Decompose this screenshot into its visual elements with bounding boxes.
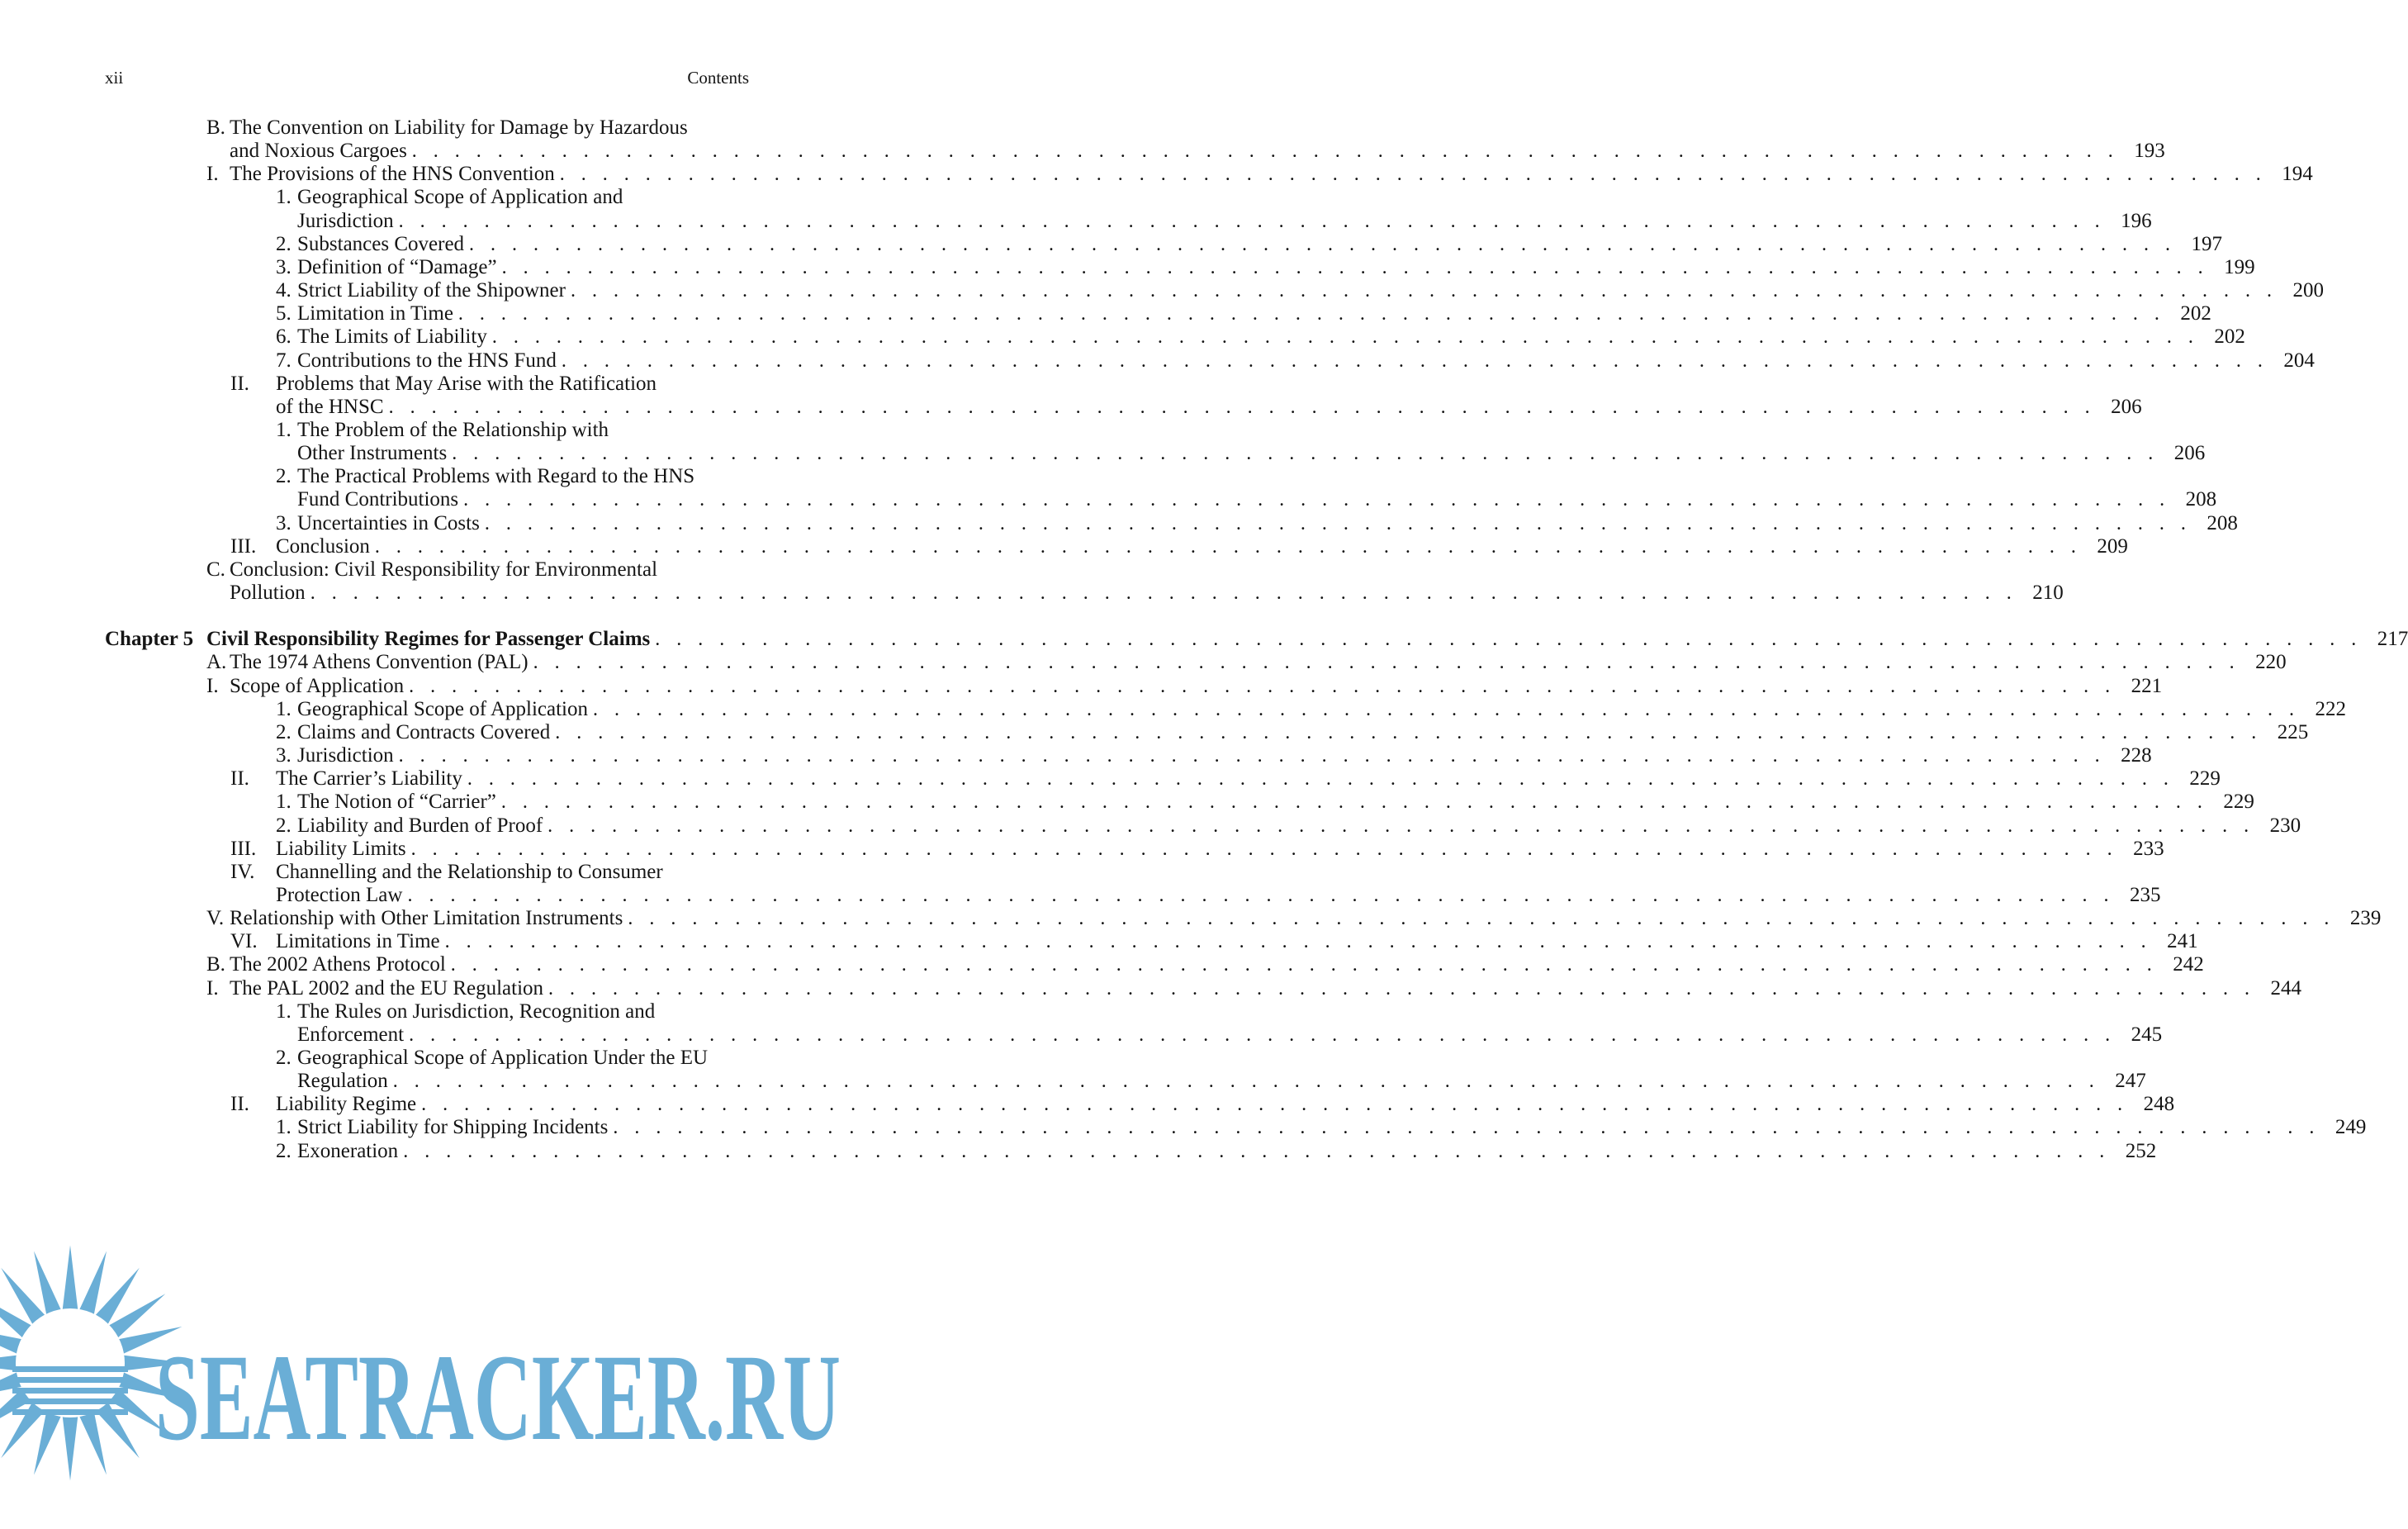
toc-entry-title: Jurisdiction [297,744,394,767]
toc-entry-number: I. [206,674,219,697]
dot-leader: . . . . . . . . . . . . . . . . . . . . . . . . . . . . . . . . . . . . . . . . . . . . . . . . . . . . . . . . . . . . . . . . . . . . . . . . . . . . . . . . [555,721,2263,743]
toc-entry-title: Limitation in Time [297,302,453,325]
toc-entry-title: Uncertainties in Costs [297,511,480,534]
toc-entry-title: Liability Regime [276,1093,417,1116]
toc-entry-title: The Practical Problems with Regard to the HNS [297,465,695,488]
dot-leader: . . . . . . . . . . . . . . . . . . . . . . . . . . . . . . . . . . . . . . . . . . . . . . . . . . . . . . . . . . . . . . . . . . . . . . . . . . . . . . . . [388,396,2096,418]
toc-entry-title: The 1974 Athens Convention (PAL) [230,651,529,674]
toc-entry-title: Geographical Scope of Application [297,697,588,720]
toc-entry-title: Limitations in Time [276,930,440,953]
toc-entry-title: Other Instruments [297,442,448,465]
dot-leader: . . . . . . . . . . . . . . . . . . . . . . . . . . . . . . . . . . . . . . . . . . . . . . . . . . . . . . . . . . . . . . . . . . . . . . . . . . . . . . . . [409,675,2116,697]
dot-leader: . . . . . . . . . . . . . . . . . . . . . . . . . . . . . . . . . . . . . . . . . . . . . . . . . . . . . . . . . . . . . . . . . . . . . . . . . . . . . . . . [463,489,2171,511]
toc-entry-number: B. [206,116,225,139]
toc-entry-number: 3. [276,511,292,534]
dot-leader: . . . . . . . . . . . . . . . . . . . . . . . . . . . . . . . . . . . . . . . . . . . . . . . . . . . . . . . . . . . . . . . . . . . . . . . . . . . . . . . . [467,768,2174,791]
toc-page-number: 244 [2270,976,2302,1000]
toc-entry-title: Enforcement [297,1023,405,1046]
toc-entry-number: 1. [276,1116,292,1139]
toc-entry-title: The Carrier’s Liability [276,767,462,791]
toc-entry-number: B. [206,953,225,976]
toc-page-number: 217 [2377,628,2408,651]
toc-entry-number: III. [230,534,257,558]
toc-entry-number: I. [206,163,219,186]
toc-entry-title: Claims and Contracts Covered [297,720,551,743]
dot-leader: . . . . . . . . . . . . . . . . . . . . . . . . . . . . . . . . . . . . . . . . . . . . . . . . . . . . . . . . . . . . . . . . . . . . . . . . . . . . . . . . [411,140,2119,163]
toc-entry-title: Geographical Scope of Application Under the EU [297,1047,709,1069]
toc-page-number: 206 [2173,442,2206,465]
dot-leader: . . . . . . . . . . . . . . . . . . . . . . . . . . . . . . . . . . . . . . . . . . . . . . . . . . . . . . . . . . . . . . . . . . . . . . . . . . . . . . . . [457,303,2165,325]
dot-leader: . . . . . . . . . . . . . . . . . . . . . . . . . . . . . . . . . . . . . . . . . . . . . . . . . . . . . . . . . . . . . . . . . . . . . . . . . . . . . . . . [398,745,2106,767]
toc-entry-number: 7. [276,349,292,372]
toc-page-number: 252 [2125,1139,2157,1162]
dot-leader: . . . . . . . . . . . . . . . . . . . . . . . . . . . . . . . . . . . . . . . . . . . . . . . . . . . . . . . . . . . . . . . . . . . . . . . . . . . . . . . . [403,1140,2111,1162]
toc-entry-number: 4. [276,279,292,302]
toc-entry-title: Liability and Burden of Proof [297,814,543,837]
dot-leader: . . . . . . . . . . . . . . . . . . . . . . . . . . . . . . . . . . . . . . . . . . . . . . . . . . . . . . . . . . . . . . . . . . . . . . . . . . . . . . . . [500,791,2208,814]
toc-entry-title: Liability Limits [276,837,406,860]
toc-entry-number: 6. [276,325,292,349]
toc-entry-number: 1. [276,418,292,441]
toc-entry-number: IV. [230,860,255,883]
toc-page-number: 242 [2173,953,2204,976]
toc-entry-number: 5. [276,302,292,325]
toc-entry-title: The Provisions of the HNS Convention [230,163,555,186]
toc-entry-number: C. [206,558,225,581]
toc-page-number: 194 [2282,163,2313,186]
toc-entry-title: Regulation [297,1070,388,1093]
toc-page-number: 210 [2032,582,2064,604]
toc-entry-title: Problems that May Arise with the Ratification [276,372,657,395]
dot-leader: . . . . . . . . . . . . . . . . . . . . . . . . . . . . . . . . . . . . . . . . . . . . . . . . . . . . . . . . . . . . . . . . . . . . . . . . . . . . . . . . [452,443,2159,465]
toc-entry-number: III. [230,837,257,860]
toc-entry-title: Pollution [230,582,306,604]
chapter-label: Chapter 5 [105,628,194,651]
toc-entry-number: 3. [276,744,292,767]
dot-leader: . . . . . . . . . . . . . . . . . . . . . . . . . . . . . . . . . . . . . . . . . . . . . . . . . . . . . . . . . . . . . . . . . . . . . . . . . . . . . . . . [450,954,2158,976]
toc-entry-number: I. [206,976,219,1000]
toc-entry-title: Geographical Scope of Application and [297,186,623,209]
toc-entry-title: The 2002 Athens Protocol [230,953,446,976]
toc-page-number: 197 [2191,232,2223,255]
dot-leader: . . . . . . . . . . . . . . . . . . . . . . . . . . . . . . . . . . . . . . . . . . . . . . . . . . . . . . . . . . . . . . . . . . . . . . . . . . . . . . . . [501,256,2209,278]
dot-leader: . . . . . . . . . . . . . . . . . . . . . . . . . . . . . . . . . . . . . . . . . . . . . . . . . . . . . . . . . . . . . . . . . . . . . . . . . . . . . . . . [469,233,2177,255]
toc-entry-title: Strict Liability of the Shipowner [297,279,566,302]
toc-page-number: 208 [2185,488,2217,511]
dot-leader: . . . . . . . . . . . . . . . . . . . . . . . . . . . . . . . . . . . . . . . . . . . . . . . . . . . . . . . . . . . . . . . . . . . . . . . . . . . . . . . . [548,977,2256,1000]
toc-entry-title: Civil Responsibility Regimes for Passenger Claims [206,628,651,651]
toc-entry-number: 1. [276,791,292,814]
toc-page-number: 248 [2143,1093,2175,1116]
dot-leader: . . . . . . . . . . . . . . . . . . . . . . . . . . . . . . . . . . . . . . . . . . . . . . . . . . . . . . . . . . . . . . . . . . . . . . . . . . . . . . . . [407,884,2115,906]
toc-page-number: 208 [2207,511,2238,534]
dot-leader: . . . . . . . . . . . . . . . . . . . . . . . . . . . . . . . . . . . . . . . . . . . . . . . . . . . . . . . . . . . . . . . . . . . . . . . . . . . . . . . . [533,652,2240,674]
toc-page-number: 230 [2269,814,2301,837]
toc-page-number: 202 [2214,325,2245,349]
toc-entry-number: VI. [230,930,258,953]
toc-page-number: 249 [2335,1116,2367,1139]
toc-entry-title: of the HNSC [276,395,384,418]
toc-entry-number: 2. [276,720,292,743]
dot-leader: . . . . . . . . . . . . . . . . . . . . . . . . . . . . . . . . . . . . . . . . . . . . . . . . . . . . . . . . . . . . . . . . . . . . . . . . . . . . . . . . [655,629,2363,651]
toc-entry-number: II. [230,767,249,791]
toc-page-number: 221 [2131,674,2163,697]
toc-page-number: 225 [2277,720,2309,743]
toc-page-number: 200 [2292,279,2324,302]
dot-leader: . . . . . . . . . . . . . . . . . . . . . . . . . . . . . . . . . . . . . . . . . . . . . . . . . . . . . . . . . . . . . . . . . . . . . . . . . . . . . . . . [613,1117,2320,1139]
running-title: Contents [687,68,749,88]
toc-entry-number: V. [206,907,225,930]
dot-leader: . . . . . . . . . . . . . . . . . . . . . . . . . . . . . . . . . . . . . . . . . . . . . . . . . . . . . . . . . . . . . . . . . . . . . . . . . . . . . . . . [561,349,2268,372]
dot-leader: . . . . . . . . . . . . . . . . . . . . . . . . . . . . . . . . . . . . . . . . . . . . . . . . . . . . . . . . . . . . . . . . . . . . . . . . . . . . . . . . [559,164,2267,186]
dot-leader: . . . . . . . . . . . . . . . . . . . . . . . . . . . . . . . . . . . . . . . . . . . . . . . . . . . . . . . . . . . . . . . . . . . . . . . . . . . . . . . . [491,326,2199,349]
toc-entry-title: Strict Liability for Shipping Incidents [297,1116,609,1139]
toc-page-number: 222 [2315,697,2346,720]
toc-entry-number: II. [230,372,249,395]
toc-entry-title: The Notion of “Carrier” [297,791,496,814]
toc-entry-number: 2. [276,232,292,255]
watermark-text: SEATRACKER.RU [155,1329,841,1466]
toc-entry-title: and Noxious Cargoes [230,140,407,163]
toc-entry-title: The Rules on Jurisdiction, Recognition and [297,1000,656,1023]
toc-entry-title: The Convention on Liability for Damage by Hazardous [230,116,688,139]
toc-page-number: 202 [2180,302,2211,325]
toc-page-number: 196 [2121,209,2152,232]
toc-entry-title: Definition of “Damage” [297,255,497,278]
toc-page-number: 245 [2131,1023,2163,1046]
toc-page-number: 247 [2115,1070,2146,1093]
toc-entry-title: The Problem of the Relationship with [297,418,609,441]
toc-entry-number: 1. [276,186,292,209]
toc-page-number: 233 [2133,837,2164,860]
toc-entry-number: II. [230,1093,249,1116]
dot-leader: . . . . . . . . . . . . . . . . . . . . . . . . . . . . . . . . . . . . . . . . . . . . . . . . . . . . . . . . . . . . . . . . . . . . . . . . . . . . . . . . [444,931,2152,953]
toc-page-number: 204 [2283,349,2315,372]
dot-leader: . . . . . . . . . . . . . . . . . . . . . . . . . . . . . . . . . . . . . . . . . . . . . . . . . . . . . . . . . . . . . . . . . . . . . . . . . . . . . . . . [547,814,2255,837]
toc-entry-title: Exoneration [297,1139,399,1162]
toc-entry-number: 2. [276,1047,292,1069]
toc-page-number: 239 [2349,907,2382,930]
dot-leader: . . . . . . . . . . . . . . . . . . . . . . . . . . . . . . . . . . . . . . . . . . . . . . . . . . . . . . . . . . . . . . . . . . . . . . . . . . . . . . . . [310,582,2017,604]
toc-entry-title: Protection Law [276,883,403,906]
toc-entry-title: The Limits of Liability [297,325,487,349]
toc-entry-title: Relationship with Other Limitation Instruments [230,907,623,930]
toc-entry-number: 1. [276,1000,292,1023]
running-page-number: xii [105,68,124,88]
toc-page-number: 209 [2097,534,2128,558]
watermark [0,1183,1008,1529]
toc-page-number: 206 [2111,395,2142,418]
toc-entry-title: Contributions to the HNS Fund [297,349,557,372]
toc-page-number: 193 [2134,140,2165,163]
toc-entry-title: Substances Covered [297,232,465,255]
toc-page-number: 199 [2224,255,2255,278]
toc-entry-number: 2. [276,814,292,837]
dot-leader: . . . . . . . . . . . . . . . . . . . . . . . . . . . . . . . . . . . . . . . . . . . . . . . . . . . . . . . . . . . . . . . . . . . . . . . . . . . . . . . . [410,838,2118,860]
dot-leader: . . . . . . . . . . . . . . . . . . . . . . . . . . . . . . . . . . . . . . . . . . . . . . . . . . . . . . . . . . . . . . . . . . . . . . . . . . . . . . . . [592,698,2300,720]
toc-entry-number: 2. [276,1139,292,1162]
toc-entry-title: Fund Contributions [297,488,459,511]
toc-page-number: 241 [2167,930,2198,953]
toc-page-number: 229 [2223,791,2254,814]
toc-page-number: 235 [2129,883,2161,906]
toc-entry-title: Channelling and the Relationship to Consumer [276,860,663,883]
dot-leader: . . . . . . . . . . . . . . . . . . . . . . . . . . . . . . . . . . . . . . . . . . . . . . . . . . . . . . . . . . . . . . . . . . . . . . . . . . . . . . . . [570,280,2278,302]
toc-entry-title: The PAL 2002 and the EU Regulation [230,976,544,1000]
toc-page-number: 229 [2189,767,2221,791]
dot-leader: . . . . . . . . . . . . . . . . . . . . . . . . . . . . . . . . . . . . . . . . . . . . . . . . . . . . . . . . . . . . . . . . . . . . . . . . . . . . . . . . [374,535,2082,558]
toc-entry-title: Conclusion: Civil Responsibility for Environmental [230,558,658,581]
dot-leader: . . . . . . . . . . . . . . . . . . . . . . . . . . . . . . . . . . . . . . . . . . . . . . . . . . . . . . . . . . . . . . . . . . . . . . . . . . . . . . . . [421,1094,2129,1116]
toc-entry-number: 3. [276,255,292,278]
toc-entry-title: Jurisdiction [297,209,394,232]
toc-entry-number: A. [206,651,227,674]
toc-page-number: 228 [2121,744,2152,767]
dot-leader: . . . . . . . . . . . . . . . . . . . . . . . . . . . . . . . . . . . . . . . . . . . . . . . . . . . . . . . . . . . . . . . . . . . . . . . . . . . . . . . . [484,512,2192,534]
toc-page-number: 220 [2255,651,2287,674]
toc-entry-number: 1. [276,697,292,720]
toc-entry-title: Scope of Application [230,674,405,697]
toc-entry-number: 2. [276,465,292,488]
dot-leader: . . . . . . . . . . . . . . . . . . . . . . . . . . . . . . . . . . . . . . . . . . . . . . . . . . . . . . . . . . . . . . . . . . . . . . . . . . . . . . . . [628,908,2335,930]
dot-leader: . . . . . . . . . . . . . . . . . . . . . . . . . . . . . . . . . . . . . . . . . . . . . . . . . . . . . . . . . . . . . . . . . . . . . . . . . . . . . . . . [392,1071,2100,1093]
toc-entry-title: Conclusion [276,534,370,558]
dot-leader: . . . . . . . . . . . . . . . . . . . . . . . . . . . . . . . . . . . . . . . . . . . . . . . . . . . . . . . . . . . . . . . . . . . . . . . . . . . . . . . . [409,1023,2116,1046]
dot-leader: . . . . . . . . . . . . . . . . . . . . . . . . . . . . . . . . . . . . . . . . . . . . . . . . . . . . . . . . . . . . . . . . . . . . . . . . . . . . . . . . [398,210,2106,232]
